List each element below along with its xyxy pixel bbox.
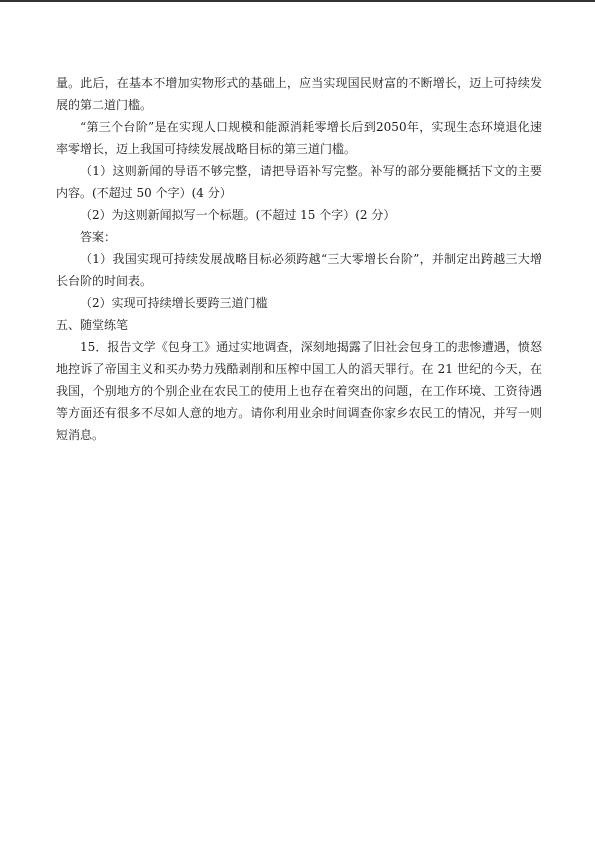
paragraph-continuation: 量。此后，在基本不增加实物形式的基础上，应当实现国民财富的不断增长，迈上可持续发展的第二道门槛。 <box>56 76 542 112</box>
answer-2: （2）实现可持续增长要跨三道门槛 <box>80 296 268 310</box>
answer-label: 答案： <box>80 230 117 244</box>
document-body <box>56 72 542 446</box>
question-2: （2）为这则新闻拟写一个标题。(不超过 15 个字）(2 分） <box>80 208 396 222</box>
top-rule <box>0 0 595 2</box>
answer-1: （1）我国实现可持续发展战略目标必须跨越“三大零增长台阶”，并制定出跨越三大增长台阶的时间表。 <box>56 252 542 288</box>
question-1: （1）这则新闻的导语不够完整，请把导语补写完整。补写的部分要能概括下文的主要内容。(不超过 50 个字）(4 分） <box>56 164 542 200</box>
question-15: 15．报告文学《包身工》通过实地调查，深刻地揭露了旧社会包身工的悲惨遭遇，愤怒地控诉了帝国主义和买办势力残酷剥削和压榨中国工人的滔天罪行。在 21 世纪的今天，在我国，个别地方的个别企业在农民工的使用上也存在着突出的问题，在工作环境、工资待遇等方面还有很多不尽如人意的地方。请你利用业余时间调查你家乡农民工的情况，并写一则短消息。 <box>56 340 542 442</box>
section-heading: 五、随堂练笔 <box>56 318 129 332</box>
paragraph-third-step: “第三个台阶”是在实现人口规模和能源消耗零增长后到2050年，实现生态环境退化速率零增长，迈上我国可持续发展战略目标的第三道门槛。 <box>56 120 542 156</box>
